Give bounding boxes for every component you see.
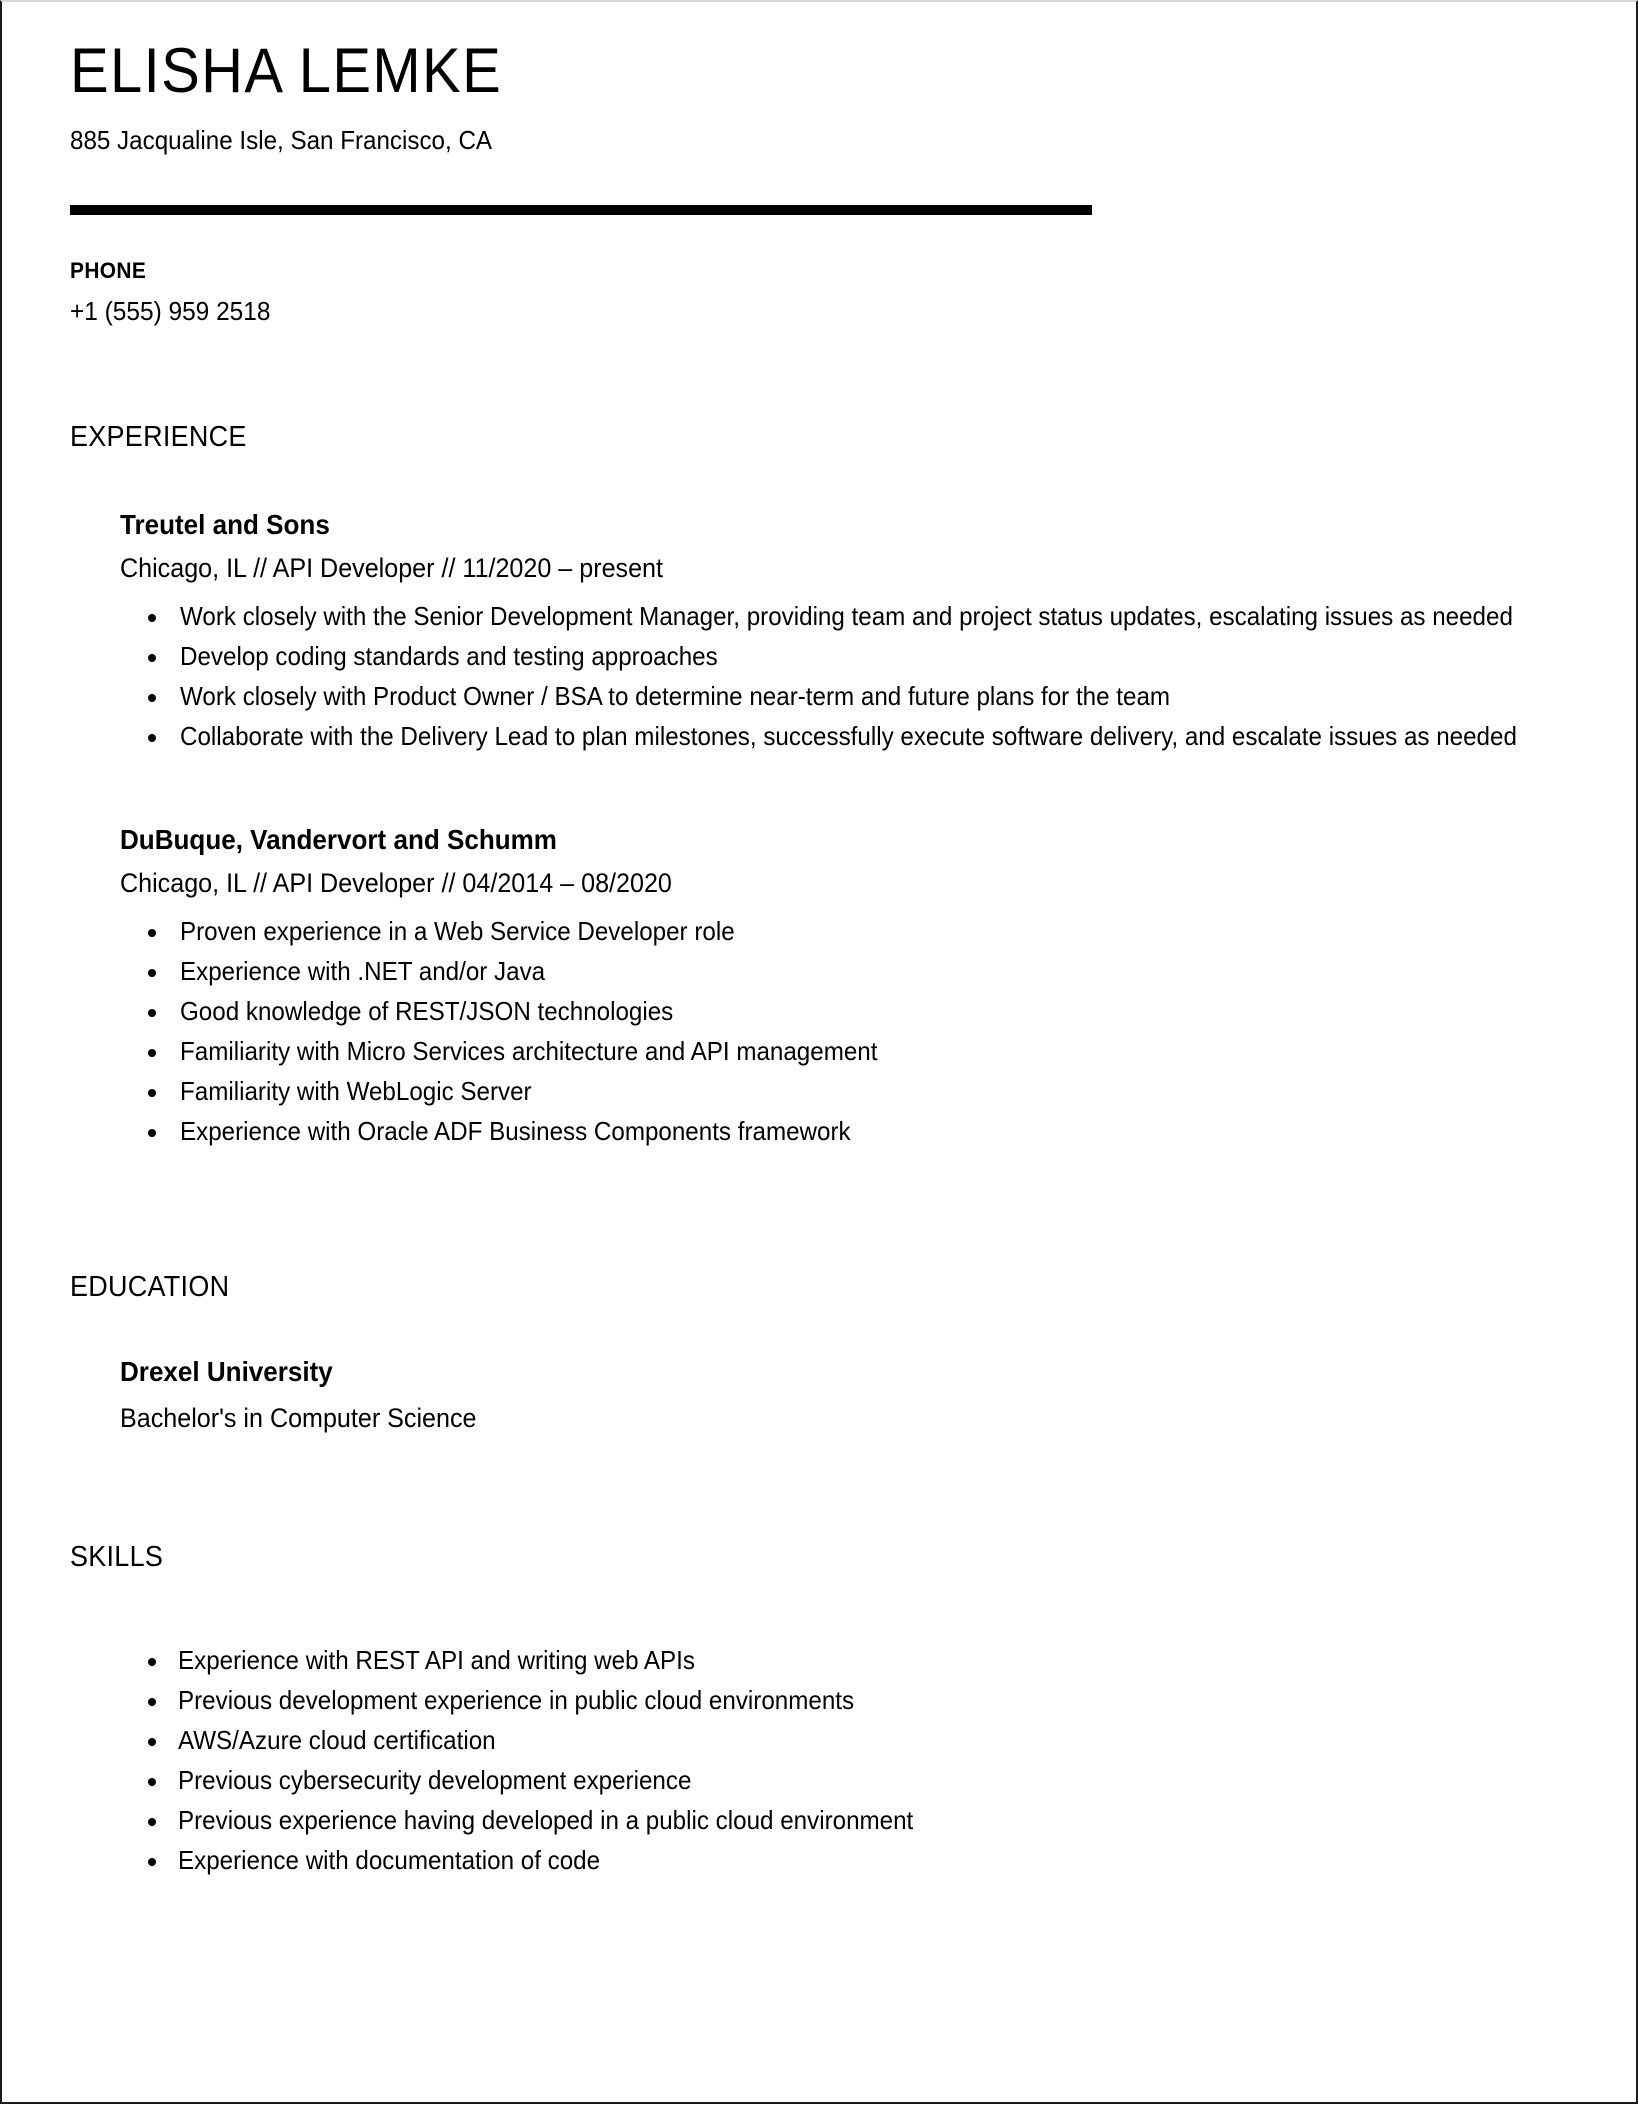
bullet-text: Previous experience having developed in a public cloud environment — [178, 1805, 914, 1835]
list-item — [120, 1760, 1576, 1800]
employer-name: DuBuque, Vandervort and Schumm — [120, 824, 557, 855]
list-item — [120, 636, 1576, 676]
list-item — [120, 1720, 1576, 1760]
bullet-text: Previous cybersecurity development experience — [178, 1765, 692, 1795]
list-item — [120, 1640, 1576, 1680]
list-item — [120, 1111, 1576, 1151]
list-item — [120, 676, 1576, 716]
section-heading-education: EDUCATION — [70, 1271, 230, 1303]
experience-entry-1 — [120, 822, 1576, 1151]
list-item — [120, 991, 1576, 1031]
header-divider — [70, 205, 1092, 215]
experience-bullets-0 — [120, 596, 1576, 756]
degree-name: Bachelor's in Computer Science — [120, 1403, 477, 1433]
address-line: 885 Jacqualine Isle, San Francisco, CA — [70, 125, 493, 155]
page-title: ELISHA LEMKE — [70, 36, 503, 106]
experience-entry-0 — [120, 507, 1576, 756]
bullet-text: Collaborate with the Delivery Lead to plan milestones, successfully execute software delivery, and escalate issues as needed — [180, 721, 1517, 751]
bullet-text: Experience with Oracle ADF Business Components framework — [180, 1116, 851, 1146]
list-item — [120, 1680, 1576, 1720]
bullet-text: Familiarity with Micro Services architecture and API management — [180, 1036, 878, 1066]
bullet-text: Develop coding standards and testing approaches — [180, 641, 718, 671]
bullet-text: Work closely with the Senior Development Manager, providing team and project status updates, escalating issues as needed — [180, 601, 1513, 631]
list-item — [120, 596, 1576, 636]
employer-meta: Chicago, IL // API Developer // 11/2020 – present — [120, 553, 664, 583]
phone-label: PHONE — [70, 258, 147, 283]
bullet-text: Experience with .NET and/or Java — [180, 956, 546, 986]
list-item — [120, 716, 1576, 756]
education-entry-0 — [120, 1354, 1576, 1436]
list-item — [120, 911, 1576, 951]
employer-name: Treutel and Sons — [120, 509, 330, 540]
list-item — [120, 1071, 1576, 1111]
employer-meta: Chicago, IL // API Developer // 04/2014 – 08/2020 — [120, 868, 672, 898]
skills-bullets — [120, 1640, 1576, 1880]
list-item — [120, 1840, 1576, 1880]
bullet-text: Familiarity with WebLogic Server — [180, 1076, 532, 1106]
list-item — [120, 951, 1576, 991]
bullet-text: Previous development experience in public cloud environments — [178, 1685, 855, 1715]
list-item — [120, 1031, 1576, 1071]
bullet-text: Experience with documentation of code — [178, 1845, 601, 1875]
section-heading-experience: EXPERIENCE — [70, 421, 247, 453]
bullet-text: Work closely with Product Owner / BSA to determine near-term and future plans for the team — [180, 681, 1171, 711]
bullet-text: Experience with REST API and writing web APIs — [178, 1645, 695, 1675]
phone-value: +1 (555) 959 2518 — [70, 296, 271, 326]
resume-header — [70, 36, 1576, 157]
section-heading-skills: SKILLS — [70, 1541, 164, 1573]
school-name: Drexel University — [120, 1356, 333, 1387]
contact-block — [70, 257, 283, 328]
bullet-text: Good knowledge of REST/JSON technologies — [180, 996, 674, 1026]
list-item — [120, 1800, 1576, 1840]
bullet-text: AWS/Azure cloud certification — [178, 1725, 496, 1755]
bullet-text: Proven experience in a Web Service Developer role — [180, 916, 735, 946]
resume-sheet — [2, 2, 1636, 2102]
skills-block — [120, 1630, 1576, 1880]
experience-bullets-1 — [120, 911, 1576, 1151]
